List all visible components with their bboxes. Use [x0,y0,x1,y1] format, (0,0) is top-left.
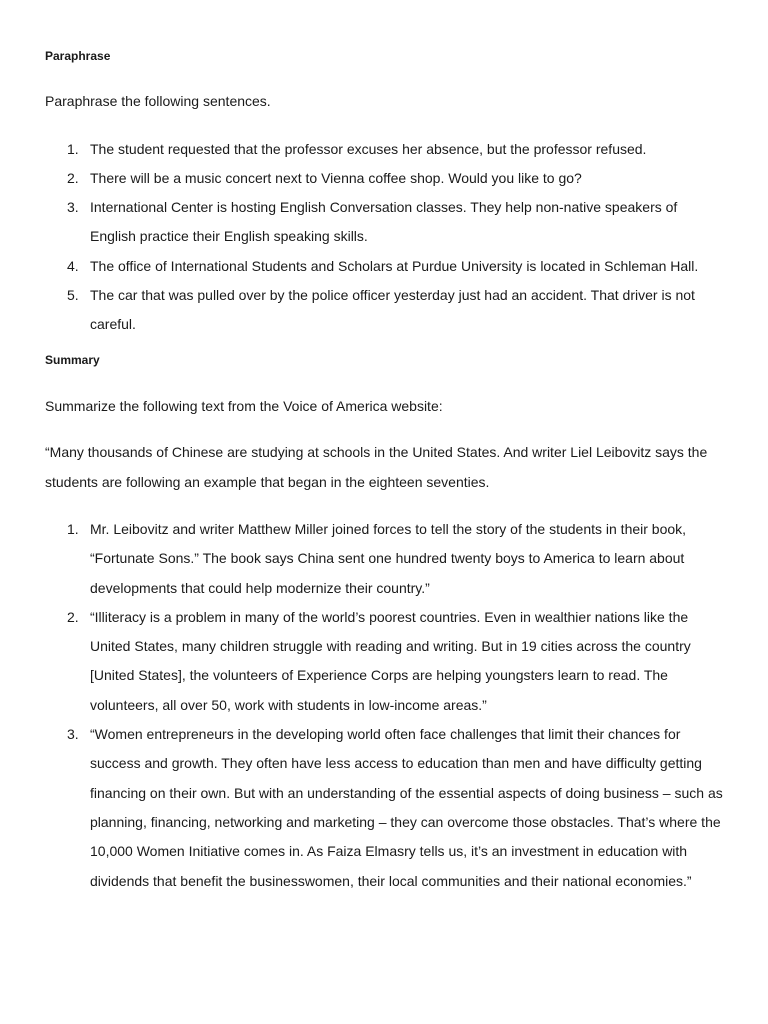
list-item-text: Mr. Leibovitz and writer Matthew Miller joined forces to tell the story of the students in their book, “Fortunate Sons.” The book says China sent one hundred twenty boys to America to learn about developments that could help modernize their country.” [90,521,687,596]
list-item-text: There will be a music concert next to Vienna coffee shop. Would you like to go? [90,169,582,186]
list-number: 5. [67,286,79,303]
list-number: 3. [67,726,79,743]
list-item-text: “Illiteracy is a problem in many of the world’s poorest countries. Even in wealthier nations like the United States, many children struggle with reading and writing. But in 19 cities across the country [United States], the volunteers of Experience Corps are helping youngsters learn to read. The volunteers, all over 50, work with students in low-income areas.” [90,608,691,713]
list-item [45,252,725,281]
list-number: 3. [67,199,79,216]
list-item-text: International Center is hosting English Conversation classes. They help non-native speakers of English practice their English speaking skills. [90,199,678,245]
summary-list [45,515,725,896]
list-item-text: The student requested that the professor excuses her absence, but the professor refused. [90,140,647,157]
list-number: 1. [67,140,79,157]
paraphrase-list [45,135,725,340]
summary-instruction: Summarize the following text from the Voice of America website: [45,398,443,414]
list-number: 4. [67,257,79,274]
list-item-text: “Women entrepreneurs in the developing world often face challenges that limit their chances for success and growth. They often have less access to education than men and have difficulty getting financing on their own. But with an understanding of the essential aspects of doing business – such as planning, financing, networking and marketing – they can overcome those obstacles. That’s where the 10,000 Women Initiative comes in. As Faiza Elmasry tells us, it’s an investment in education with dividends that benefit the businesswomen, their local communities and their national economies.” [90,726,723,889]
paraphrase-heading: Paraphrase [45,49,111,63]
list-item [45,193,725,252]
list-item [45,515,725,603]
list-number: 2. [67,608,79,625]
paraphrase-instruction: Paraphrase the following sentences. [45,93,271,109]
summary-heading: Summary [45,353,100,367]
list-item [45,135,725,164]
list-item [45,720,725,896]
list-item [45,164,725,193]
list-item [45,603,725,720]
list-item-text: The car that was pulled over by the police officer yesterday just had an accident. That driver is not careful. [90,286,695,333]
list-item [45,281,725,340]
list-number: 1. [67,521,79,537]
list-item-text: The office of International Students and Scholars at Purdue University is located in Schleman Hall. [90,257,699,274]
list-number: 2. [67,169,79,186]
summary-quote: “Many thousands of Chinese are studying at schools in the United States. And writer Liel Leibovitz says the students are following an example that began in the eighteen seventies. [45,444,708,490]
